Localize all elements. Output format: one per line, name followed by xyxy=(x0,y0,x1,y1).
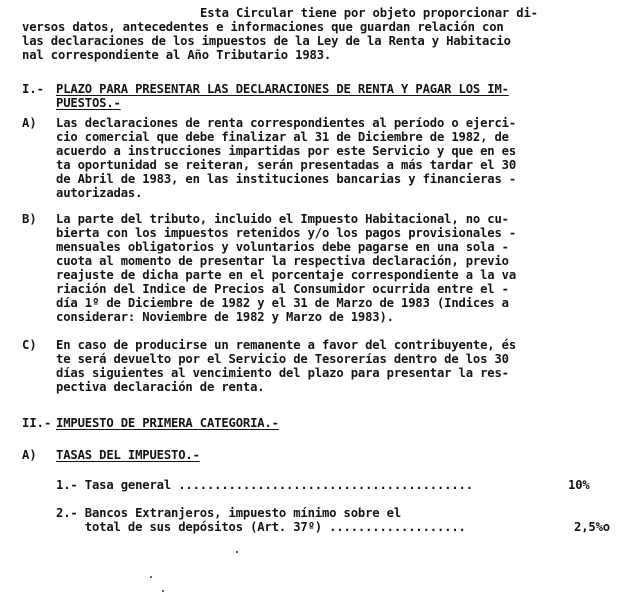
item-line: acuerdo a instrucciones impartidas por este Servicio y que en es xyxy=(56,144,516,158)
item-line: pectiva declaración de renta. xyxy=(56,380,265,394)
item-line: te será devuelto por el Servicio de Tesorerías dentro de los 30 xyxy=(56,352,509,366)
item-line: considerar: Noviembre de 1982 y Marzo de 1983). xyxy=(56,310,394,324)
rate-value: 2,5%o xyxy=(574,520,610,534)
rate-label: total de sus depósitos (Art. 37º) ................... xyxy=(56,520,466,534)
item-line: de Abril de 1983, en las instituciones bancarias y financieras - xyxy=(56,172,516,186)
scan-speck xyxy=(162,590,164,592)
rate-label: 1.- Tasa general ......................................... xyxy=(56,478,473,492)
section-heading-line: PUESTOS.- xyxy=(56,96,121,110)
section-number: I.- xyxy=(22,82,45,96)
section-number: II.- xyxy=(22,416,52,430)
intro-line: las declaraciones de los impuestos de la Ley de la Renta y Habitacio xyxy=(22,34,511,48)
section-heading-line: PLAZO PARA PRESENTAR LAS DECLARACIONES DE RENTA Y PAGAR LOS IM- xyxy=(56,82,509,96)
item-line: ta oportunidad se reiteran, serán presentadas a más tardar el 30 xyxy=(56,158,516,172)
intro-line: nal correspondiente al Año Tributario 1983. xyxy=(22,48,332,62)
item-line: riación del Indice de Precios al Consumidor ocurrida entre el - xyxy=(56,282,509,296)
item-line: día 1º de Diciembre de 1982 y el 31 de Marzo de 1983 (Indices a xyxy=(56,296,509,310)
item-line: reajuste de dicha parte en el porcentaje correspondiente a la va xyxy=(56,268,516,282)
scan-speck xyxy=(150,576,152,578)
item-line: bierta con los impuestos retenidos y/o los pagos provisionales - xyxy=(56,226,516,240)
scan-speck xyxy=(236,551,238,553)
item-line: días siguientes al vencimiento del plazo para presentar la res- xyxy=(56,366,509,380)
item-line: Las declaraciones de renta correspondientes al período o ejerci- xyxy=(56,116,516,130)
rate-value: 10% xyxy=(568,478,590,492)
intro-line: versos datos, antecedentes e informaciones que guardan relación con xyxy=(22,20,504,34)
intro-line: Esta Circular tiene por objeto proporcionar di- xyxy=(200,6,538,20)
subsection-marker: A) xyxy=(22,448,37,462)
section-heading-line: IMPUESTO DE PRIMERA CATEGORIA.- xyxy=(56,416,279,430)
item-line: cio comercial que debe finalizar al 31 de Diciembre de 1982, de xyxy=(56,130,509,144)
item-line: autorizadas. xyxy=(56,186,143,200)
item-marker: B) xyxy=(22,212,37,226)
subsection-heading: TASAS DEL IMPUESTO.- xyxy=(56,448,200,462)
item-marker: C) xyxy=(22,338,37,352)
item-marker: A) xyxy=(22,116,37,130)
rate-label: 2.- Bancos Extranjeros, impuesto mínimo sobre el xyxy=(56,506,401,520)
item-line: mensuales obligatorios y voluntarios debe pagarse en una sola - xyxy=(56,240,509,254)
item-line: cuota al momento de presentar la respectiva declaración, previo xyxy=(56,254,509,268)
item-line: La parte del tributo, incluido el Impuesto Habitacional, no cu- xyxy=(56,212,509,226)
item-line: En caso de producirse un remanente a favor del contribuyente, és xyxy=(56,338,516,352)
